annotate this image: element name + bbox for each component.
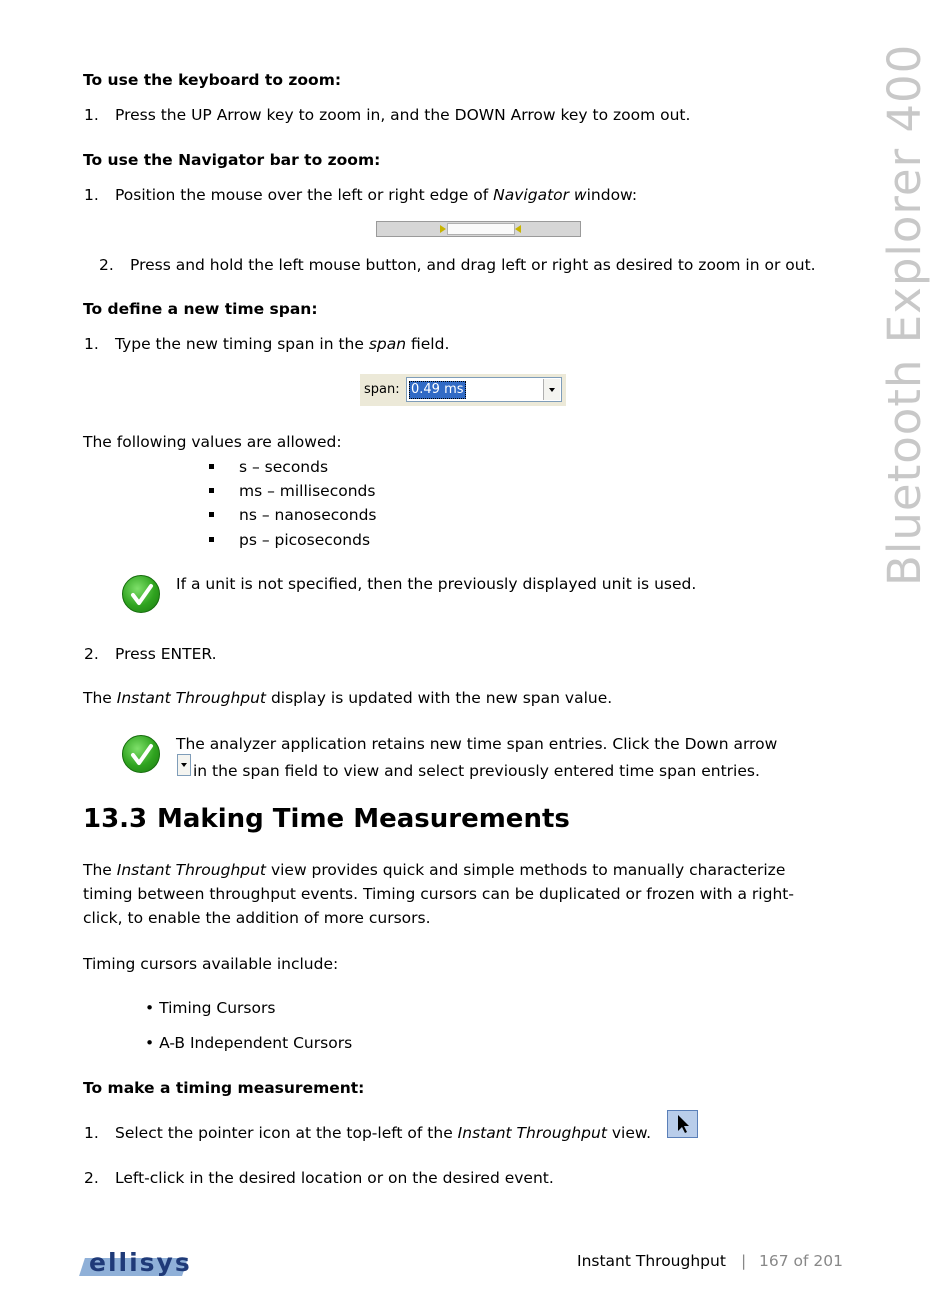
step-text: Press and hold the left mouse button, and drag left or right as desired to zoom in or out.	[130, 256, 816, 274]
pointer-icon	[667, 1110, 698, 1138]
bullet-icon	[209, 488, 214, 493]
paragraph: timing between throughput events. Timing cursors can be duplicated or frozen with a right-	[83, 885, 794, 903]
step-number: 2.	[84, 1169, 99, 1187]
footer-page-number: 167 of 201	[759, 1252, 843, 1270]
allowed-values-intro: The following values are allowed:	[83, 433, 342, 451]
step-text: Press the UP Arrow key to zoom in, and the DOWN Arrow key to zoom out.	[115, 106, 691, 124]
paragraph: Timing cursors available include:	[83, 955, 339, 973]
right-edge-handle-icon	[515, 225, 521, 233]
unit-item: ps – picoseconds	[239, 531, 371, 549]
unit-item: ns – nanoseconds	[239, 506, 377, 524]
step-number: 2.	[84, 645, 99, 663]
step-number: 1.	[84, 186, 99, 204]
note-text: The analyzer application retains new time span entries. Click the Down arrow	[176, 735, 778, 753]
bullet-icon	[209, 537, 214, 542]
step-text: Position the mouse over the left or right edge of Navigator window:	[115, 186, 638, 204]
chevron-down-icon	[549, 388, 555, 392]
span-value: 0.49 ms	[411, 382, 464, 397]
span-dropdown-button	[543, 379, 560, 400]
check-icon	[122, 575, 160, 613]
list-item: • A-B Independent Cursors	[145, 1034, 353, 1052]
paragraph: The Instant Throughput display is updated with the new span value.	[83, 689, 613, 707]
paragraph: The Instant Throughput view provides quick and simple methods to manually characterize	[83, 861, 786, 879]
chevron-down-icon	[181, 763, 187, 767]
span-input	[406, 377, 562, 402]
navigator-bar-image	[376, 221, 581, 237]
side-title: Bluetooth Explorer 400	[878, 43, 931, 586]
step-text: Left-click in the desired location or on the desired event.	[115, 1169, 554, 1187]
logo-text: ellisys	[89, 1248, 192, 1277]
step-number: 2.	[99, 256, 114, 274]
left-edge-handle-icon	[440, 225, 446, 233]
check-icon	[122, 735, 160, 773]
span-label: span:	[364, 382, 400, 397]
footer-separator: |	[741, 1252, 747, 1270]
step-number: 1.	[84, 335, 99, 353]
heading-timing-measurement: To make a timing measurement:	[83, 1079, 365, 1097]
section-title: Making Time Measurements	[157, 804, 570, 834]
note-text: If a unit is not specified, then the previously displayed unit is used.	[176, 575, 697, 593]
ellisys-logo	[82, 1248, 192, 1278]
step-text: Press ENTER.	[115, 645, 217, 663]
note-text: in the span field to view and select previously entered time span entries.	[193, 762, 760, 780]
paragraph: click, to enable the addition of more cursors.	[83, 909, 431, 927]
footer-section: Instant Throughput	[577, 1252, 726, 1270]
step-number: 1.	[84, 106, 99, 124]
step-text: Select the pointer icon at the top-left of the Instant Throughput view.	[115, 1124, 652, 1142]
heading-keyboard-zoom: To use the keyboard to zoom:	[83, 71, 342, 89]
list-item: • Timing Cursors	[145, 999, 276, 1017]
section-number: 13.3	[83, 804, 148, 834]
step-number: 1.	[84, 1124, 99, 1142]
bullet-icon	[209, 464, 214, 469]
span-field-image	[360, 374, 566, 406]
unit-item: ms – milliseconds	[239, 482, 376, 500]
heading-time-span: To define a new time span:	[83, 300, 318, 318]
dropdown-arrow-icon	[177, 754, 191, 776]
unit-item: s – seconds	[239, 458, 329, 476]
heading-navigator-zoom: To use the Navigator bar to zoom:	[83, 151, 381, 169]
step-text: Type the new timing span in the span field.	[115, 335, 450, 353]
bullet-icon	[209, 512, 214, 517]
navigator-window	[447, 223, 515, 235]
